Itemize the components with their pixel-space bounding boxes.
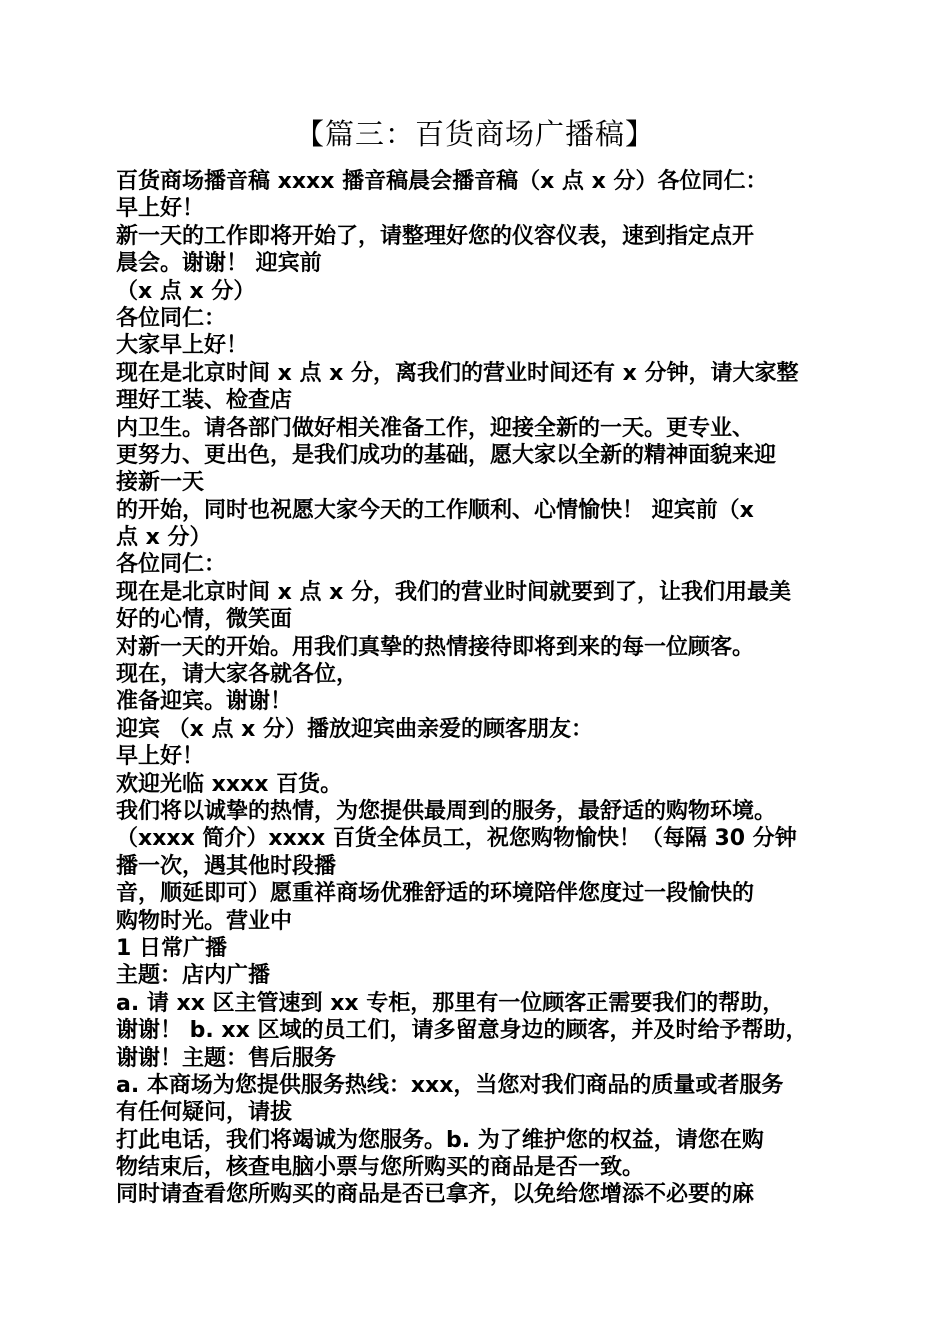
document-title: 【篇三：百货商场广播稿】 — [294, 117, 655, 151]
text-line: 对新一天的开始。用我们真挚的热情接待即将到来的每一位顾客。 — [116, 634, 755, 660]
text-line: 接新一天 — [116, 470, 205, 496]
text-line: （x 点 x 分） — [116, 278, 256, 304]
text-line: 晨会。谢谢！ 迎宾前 — [116, 251, 322, 277]
text-line: 点 x 分） — [116, 525, 212, 551]
text-line: 购物时光。营业中 — [116, 908, 293, 934]
text-line: 同时请查看您所购买的商品是否已拿齐，以免给您增添不必要的麻 — [116, 1182, 755, 1208]
text-line: 主题：店内广播 — [116, 963, 271, 989]
text-line: 谢谢！ b. xx 区域的员工们，请多留意身边的顾客，并及时给予帮助， — [116, 1018, 808, 1044]
text-line: 迎宾 （x 点 x 分）播放迎宾曲亲爱的顾客朋友： — [116, 716, 594, 742]
text-line: 早上好！ — [116, 196, 205, 222]
text-line: 百货商场播音稿 xxxx 播音稿晨会播音稿（x 点 x 分）各位同仁： — [116, 169, 768, 194]
text-line: 音，顺延即可）愿重祥商场优雅舒适的环境陪伴您度过一段愉快的 — [116, 881, 755, 907]
text-line: 打此电话，我们将竭诚为您服务。b. 为了维护您的权益，请您在购 — [116, 1127, 764, 1153]
text-line: 现在是北京时间 x 点 x 分，我们的营业时间就要到了，让我们用最美 — [116, 579, 792, 605]
text-line: 播一次，遇其他时段播 — [116, 853, 337, 879]
text-line: 有任何疑问，请拔 — [116, 1100, 293, 1126]
text-line: 准备迎宾。谢谢！ — [116, 689, 293, 715]
text-line: 的开始，同时也祝愿大家今天的工作顺利、心情愉快！ 迎宾前（x — [116, 497, 754, 523]
text-line: 各位同仁： — [116, 305, 227, 331]
text-line: a. 本商场为您提供服务热线：xxx，当您对我们商品的质量或者服务 — [116, 1072, 784, 1098]
text-line: 现在，请大家各就各位， — [116, 662, 359, 688]
text-line: 内卫生。请各部门做好相关准备工作，迎接全新的一天。更专业、 — [116, 415, 755, 441]
text-line: 物结束后，核查电脑小票与您所购买的商品是否一致。 — [116, 1155, 645, 1181]
document-body — [116, 168, 846, 1209]
text-line: 欢迎光临 xxxx 百货。 — [116, 771, 343, 797]
text-line: 现在是北京时间 x 点 x 分，离我们的营业时间还有 x 分钟，请大家整 — [116, 360, 799, 386]
text-line: 新一天的工作即将开始了，请整理好您的仪容仪表，速到指定点开 — [116, 223, 755, 249]
text-line: 1 日常广播 — [116, 935, 227, 961]
text-line: 好的心情，微笑面 — [116, 607, 293, 633]
text-line: 大家早上好！ — [116, 333, 249, 359]
text-line: （xxxx 简介）xxxx 百货全体员工，祝您购物愉快！（每隔 30 分钟 — [116, 826, 797, 852]
text-line: 早上好！ — [116, 744, 205, 770]
text-line: 理好工装、检查店 — [116, 388, 293, 414]
text-line: 各位同仁： — [116, 552, 227, 578]
text-line: 更努力、更出色，是我们成功的基础，愿大家以全新的精神面貌来迎 — [116, 442, 777, 468]
text-line: a. 请 xx 区主管速到 xx 专柜，那里有一位顾客正需要我们的帮助， — [116, 990, 785, 1016]
text-line: 我们将以诚挚的热情，为您提供最周到的服务，最舒适的购物环境。 — [116, 798, 777, 824]
text-line: 谢谢！主题：售后服务 — [116, 1045, 337, 1071]
